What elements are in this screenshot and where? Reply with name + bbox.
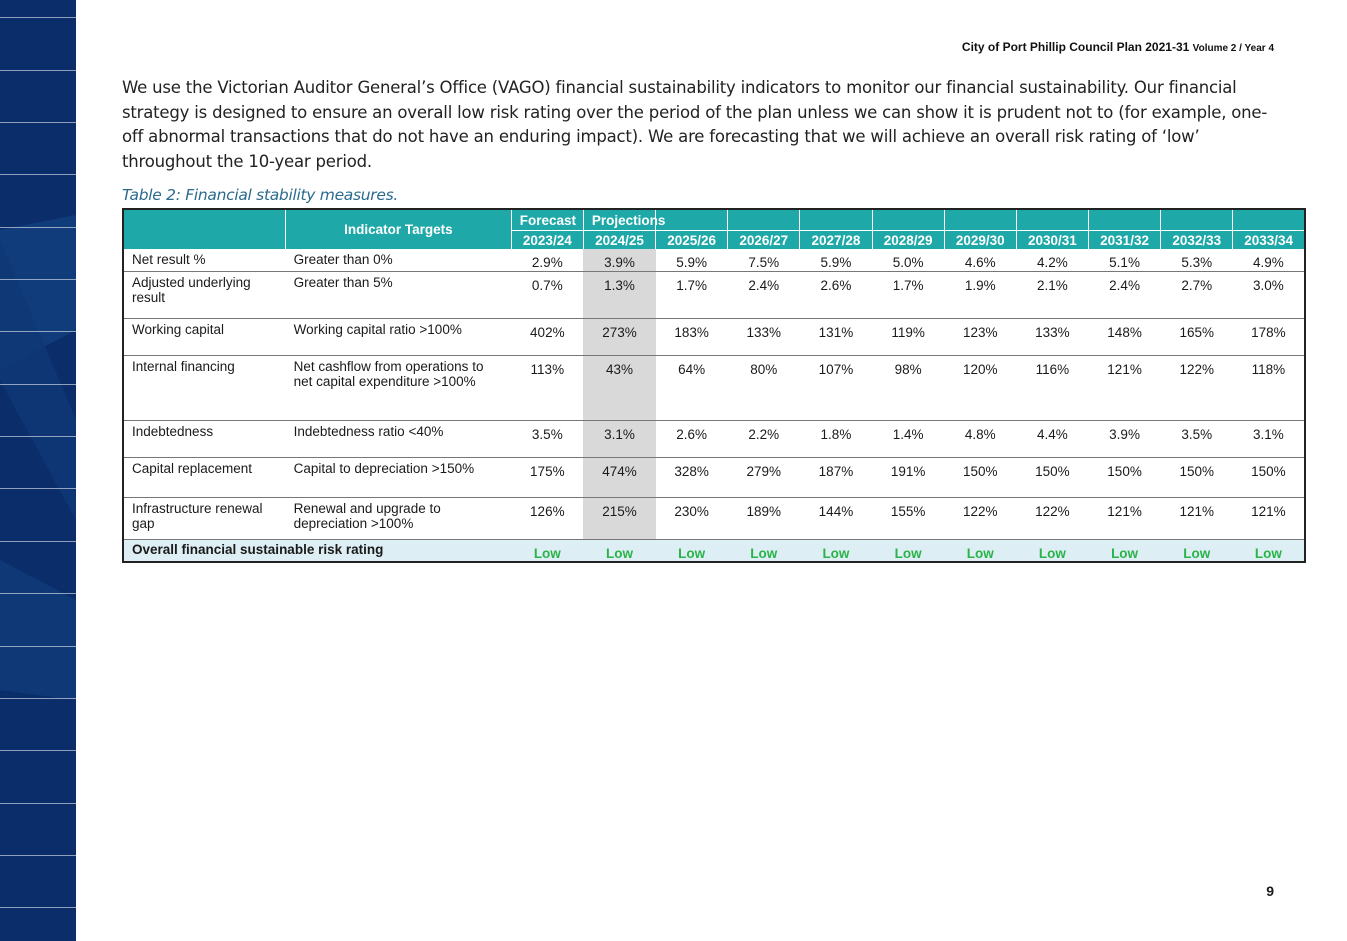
year-header: 2025/26 xyxy=(656,231,728,250)
financial-stability-table xyxy=(122,208,1306,563)
year-header: 2031/32 xyxy=(1088,231,1160,250)
value-cell: 150% xyxy=(944,457,1016,497)
value-cell: 0.7% xyxy=(511,271,583,318)
decorative-sidebar xyxy=(0,0,76,941)
sidebar-pattern xyxy=(0,0,76,941)
value-cell: 150% xyxy=(1088,457,1160,497)
value-cell: 4.9% xyxy=(1233,249,1305,271)
target-cell: Net cashflow from operations to net capital expenditure >100% xyxy=(286,355,512,420)
year-header: 2027/28 xyxy=(800,231,872,250)
value-cell: 107% xyxy=(800,355,872,420)
value-cell: 474% xyxy=(583,457,655,497)
header-title: City of Port Phillip Council Plan 2021-31 xyxy=(961,40,1190,54)
value-cell: 1.9% xyxy=(944,271,1016,318)
value-cell: 189% xyxy=(728,497,800,539)
year-header: 2032/33 xyxy=(1161,231,1233,250)
value-cell: 3.5% xyxy=(511,420,583,457)
value-cell: 118% xyxy=(1233,355,1305,420)
forecast-header: Forecast xyxy=(511,209,583,231)
value-cell: 116% xyxy=(1016,355,1088,420)
target-cell: Greater than 5% xyxy=(286,271,512,318)
value-cell: 273% xyxy=(583,318,655,355)
value-cell: 121% xyxy=(1233,497,1305,539)
value-cell: 1.7% xyxy=(872,271,944,318)
value-cell: 2.4% xyxy=(728,271,800,318)
value-cell: 150% xyxy=(1161,457,1233,497)
value-cell: 178% xyxy=(1233,318,1305,355)
value-cell: 3.9% xyxy=(1088,420,1160,457)
value-cell: 165% xyxy=(1161,318,1233,355)
value-cell: 5.0% xyxy=(872,249,944,271)
value-cell: 279% xyxy=(728,457,800,497)
overall-rating-row xyxy=(123,539,1305,562)
indicator-cell: Internal financing xyxy=(123,355,286,420)
value-cell: 131% xyxy=(800,318,872,355)
page-number: 9 xyxy=(1266,883,1274,899)
value-cell: 215% xyxy=(583,497,655,539)
rating-cell: Low xyxy=(872,539,944,562)
rating-cell: Low xyxy=(1088,539,1160,562)
value-cell: 3.1% xyxy=(1233,420,1305,457)
value-cell: 3.0% xyxy=(1233,271,1305,318)
table-row xyxy=(123,457,1305,497)
rating-cell: Low xyxy=(511,539,583,562)
value-cell: 2.7% xyxy=(1161,271,1233,318)
intro-paragraph: We use the Victorian Auditor General’s Office (VAGO) financial sustainability indicators to monitor our financial sustainability. Our financial strategy is designed to ensure an overall low risk rating over the period of the plan unless we can show it is prudent not to (for example, one-off abnormal transactions that do not have an enduring impact). We are forecasting that we will achieve an overall risk rating of ‘low’ throughout the 10-year period. xyxy=(122,78,1268,171)
value-cell: 402% xyxy=(511,318,583,355)
value-cell: 155% xyxy=(872,497,944,539)
value-cell: 133% xyxy=(1016,318,1088,355)
value-cell: 2.1% xyxy=(1016,271,1088,318)
year-header: 2028/29 xyxy=(872,231,944,250)
indicator-cell: Working capital xyxy=(123,318,286,355)
year-header: 2023/24 xyxy=(511,231,583,250)
indicator-cell: Net result % xyxy=(123,249,286,271)
rating-cell: Low xyxy=(944,539,1016,562)
value-cell: 113% xyxy=(511,355,583,420)
value-cell: 2.2% xyxy=(728,420,800,457)
value-cell: 1.3% xyxy=(583,271,655,318)
value-cell: 183% xyxy=(656,318,728,355)
value-cell: 148% xyxy=(1088,318,1160,355)
value-cell: 4.2% xyxy=(1016,249,1088,271)
value-cell: 123% xyxy=(944,318,1016,355)
year-header: 2029/30 xyxy=(944,231,1016,250)
value-cell: 1.8% xyxy=(800,420,872,457)
target-cell: Greater than 0% xyxy=(286,249,512,271)
target-cell: Renewal and upgrade to depreciation >100% xyxy=(286,497,512,539)
value-cell: 2.4% xyxy=(1088,271,1160,318)
value-cell: 3.9% xyxy=(583,249,655,271)
value-cell: 150% xyxy=(1016,457,1088,497)
table-row xyxy=(123,420,1305,457)
table-caption: Table 2: Financial stability measures. xyxy=(122,186,399,204)
value-cell: 43% xyxy=(583,355,655,420)
value-cell: 191% xyxy=(872,457,944,497)
value-cell: 126% xyxy=(511,497,583,539)
rating-cell: Low xyxy=(728,539,800,562)
table-row xyxy=(123,497,1305,539)
value-cell: 2.6% xyxy=(656,420,728,457)
table-row xyxy=(123,355,1305,420)
value-cell: 3.1% xyxy=(583,420,655,457)
rating-cell: Low xyxy=(583,539,655,562)
rating-cell: Low xyxy=(656,539,728,562)
indicator-cell: Infrastructure renewal gap xyxy=(123,497,286,539)
indicator-cell: Adjusted underlying result xyxy=(123,271,286,318)
value-cell: 5.9% xyxy=(800,249,872,271)
value-cell: 120% xyxy=(944,355,1016,420)
value-cell: 150% xyxy=(1233,457,1305,497)
year-header: 2033/34 xyxy=(1233,231,1305,250)
value-cell: 1.4% xyxy=(872,420,944,457)
value-cell: 2.9% xyxy=(511,249,583,271)
indicator-cell: Indebtedness xyxy=(123,420,286,457)
value-cell: 122% xyxy=(1016,497,1088,539)
value-cell: 121% xyxy=(1088,355,1160,420)
value-cell: 7.5% xyxy=(728,249,800,271)
projections-header: Projections xyxy=(583,209,655,231)
blank-header-cell xyxy=(123,209,286,249)
value-cell: 1.7% xyxy=(656,271,728,318)
table-row xyxy=(123,318,1305,355)
value-cell: 4.8% xyxy=(944,420,1016,457)
value-cell: 121% xyxy=(1161,497,1233,539)
value-cell: 121% xyxy=(1088,497,1160,539)
rating-cell: Low xyxy=(1161,539,1233,562)
header-subtitle: Volume 2 / Year 4 xyxy=(1192,43,1274,54)
indicator-targets-header: Indicator Targets xyxy=(286,209,512,249)
value-cell: 122% xyxy=(1161,355,1233,420)
rating-cell: Low xyxy=(1016,539,1088,562)
year-header: 2030/31 xyxy=(1016,231,1088,250)
value-cell: 4.4% xyxy=(1016,420,1088,457)
value-cell: 119% xyxy=(872,318,944,355)
value-cell: 5.9% xyxy=(656,249,728,271)
value-cell: 5.1% xyxy=(1088,249,1160,271)
value-cell: 5.3% xyxy=(1161,249,1233,271)
value-cell: 133% xyxy=(728,318,800,355)
value-cell: 80% xyxy=(728,355,800,420)
value-cell: 64% xyxy=(656,355,728,420)
value-cell: 2.6% xyxy=(800,271,872,318)
value-cell: 98% xyxy=(872,355,944,420)
year-header: 2026/27 xyxy=(728,231,800,250)
document-header xyxy=(962,40,1274,54)
value-cell: 175% xyxy=(511,457,583,497)
value-cell: 4.6% xyxy=(944,249,1016,271)
table-row xyxy=(123,249,1305,271)
target-cell: Capital to depreciation >150% xyxy=(286,457,512,497)
table-row xyxy=(123,271,1305,318)
value-cell: 144% xyxy=(800,497,872,539)
target-cell: Indebtedness ratio <40% xyxy=(286,420,512,457)
rating-cell: Low xyxy=(1233,539,1305,562)
indicator-cell: Capital replacement xyxy=(123,457,286,497)
target-cell: Working capital ratio >100% xyxy=(286,318,512,355)
overall-rating-label: Overall financial sustainable risk rating xyxy=(123,539,511,562)
rating-cell: Low xyxy=(800,539,872,562)
value-cell: 187% xyxy=(800,457,872,497)
value-cell: 3.5% xyxy=(1161,420,1233,457)
value-cell: 122% xyxy=(944,497,1016,539)
value-cell: 328% xyxy=(656,457,728,497)
year-header: 2024/25 xyxy=(583,231,655,250)
value-cell: 230% xyxy=(656,497,728,539)
